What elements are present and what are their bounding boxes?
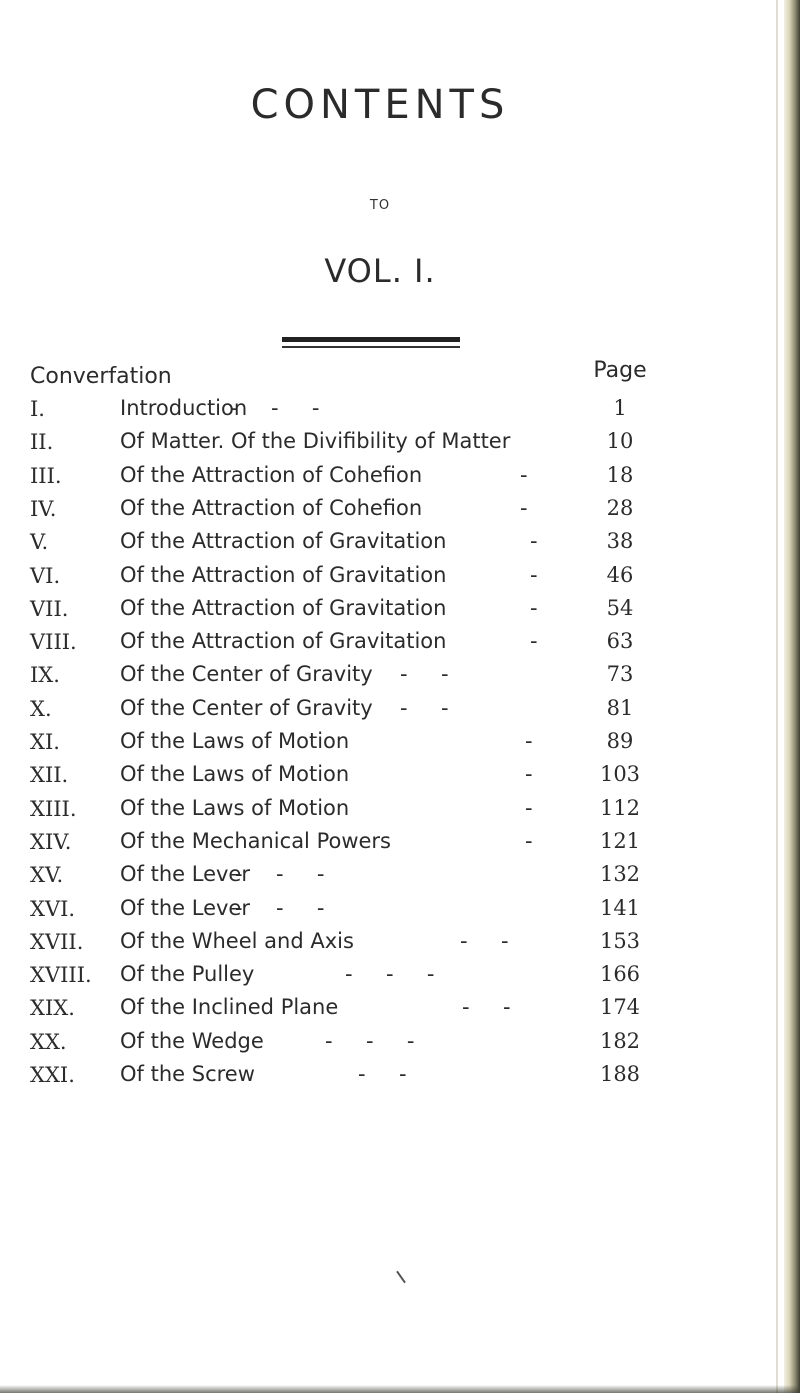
toc-row-page: 166: [599, 962, 641, 987]
toc-row-page: 188: [599, 1062, 641, 1086]
toc-row-leader: - - -: [325, 1028, 415, 1053]
toc-row-number: XI.: [30, 730, 60, 754]
toc-row-title: Of the Center of Gravity: [120, 695, 373, 720]
toc-row-number: IX.: [30, 663, 60, 688]
ornamental-rule-thin: [282, 346, 460, 348]
toc-row-leader: -: [525, 828, 533, 853]
toc-row-page: 38: [606, 529, 634, 554]
toc-row-leader: -: [530, 629, 538, 654]
toc-row: [0, 493, 760, 527]
toc-row-page: 174: [599, 995, 641, 1020]
toc-row-leader: -: [520, 462, 528, 487]
toc-row-title: Of the Mechanical Powers: [120, 828, 392, 853]
toc-row: [0, 992, 760, 1026]
toc-row-number: XX.: [30, 1029, 67, 1054]
toc-row-page: 132: [599, 862, 641, 887]
toc-row: [0, 626, 760, 660]
toc-row: [0, 926, 760, 960]
toc-row-leader: -: [525, 795, 533, 820]
toc-row-page: 153: [599, 928, 641, 953]
toc-row: [0, 426, 760, 460]
toc-row: [0, 693, 760, 727]
toc-row: [0, 460, 760, 494]
toc-row: [0, 659, 760, 693]
toc-row-page: 10: [606, 429, 634, 454]
toc-row: [0, 826, 760, 860]
toc-row: [0, 759, 760, 793]
toc-row-number: XIX.: [30, 996, 75, 1021]
toc-row-title: Of the Attraction of Gravitation: [120, 629, 447, 654]
toc-row-leader: -: [525, 729, 533, 753]
toc-row-leader: - -: [460, 928, 509, 953]
toc-row-number: XVII.: [30, 929, 84, 954]
toc-row-page: 112: [599, 795, 641, 820]
toc-row-title: Of the Attraction of Cohefion: [120, 462, 423, 487]
toc-row-title: Introduction: [120, 396, 248, 420]
toc-row-title: Of the Attraction of Gravitation: [120, 529, 447, 554]
toc-row-number: XVI.: [30, 896, 76, 921]
toc-row-number: VIII.: [30, 630, 77, 655]
page-bottom-shadow: [0, 1385, 800, 1393]
toc-row: [0, 893, 760, 927]
stray-mark: [396, 1271, 406, 1284]
toc-row-number: XXI.: [30, 1063, 75, 1087]
toc-row-leader: -: [530, 562, 538, 587]
ornamental-rule-thick: [282, 337, 460, 342]
toc-row: [0, 859, 760, 893]
toc-row-number: XIV.: [30, 829, 72, 854]
toc-row-number: XII.: [30, 763, 69, 788]
toc-row-page: 81: [606, 695, 634, 720]
toc-row-title: Of the Attraction of Gravitation: [120, 595, 447, 620]
toc-row: [0, 526, 760, 560]
toc-row-leader: - - -: [230, 396, 320, 420]
toc-row-number: II.: [30, 430, 54, 455]
toc-row-page: 63: [606, 629, 634, 654]
toc-row-title: Of the Laws of Motion: [120, 795, 350, 820]
toc-row-title: Of the Screw: [120, 1062, 255, 1086]
toc-row-leader: - - -: [235, 862, 325, 887]
toc-row: [0, 793, 760, 827]
toc-row-leader: - - -: [345, 962, 435, 987]
page-edge: [784, 0, 800, 1393]
toc-row: [0, 393, 760, 427]
toc-row-title: Of the Wheel and Axis: [120, 928, 354, 953]
toc-row-title: Of the Attraction of Cohefion: [120, 495, 423, 520]
page-title: CONTENTS: [250, 82, 510, 128]
toc-row-number: VII.: [30, 596, 69, 621]
toc-row-leader: -: [520, 495, 528, 520]
toc-row-page: 121: [599, 828, 641, 853]
toc-row-title: Of the Lever: [120, 895, 250, 920]
toc-row-page: 141: [599, 895, 641, 920]
toc-row-number: V.: [30, 530, 49, 555]
volume-label: VOL. I.: [324, 252, 436, 290]
toc-row-number: III.: [30, 463, 62, 488]
toc-row-title: Of the Laws of Motion: [120, 762, 350, 787]
toc-row-page: 182: [599, 1028, 641, 1053]
toc-row-page: 73: [606, 662, 634, 687]
toc-row-page: 46: [606, 562, 634, 587]
toc-row: [0, 726, 760, 760]
toc-row-leader: -: [530, 529, 538, 554]
toc-row-title: Of the Inclined Plane: [120, 995, 339, 1020]
toc-row: [0, 1059, 760, 1093]
page-edge-line: [776, 0, 778, 1393]
toc-row-title: Of Matter. Of the Divifibility of Matter: [120, 429, 511, 454]
toc-row-page: 54: [606, 595, 634, 620]
toc-row-page: 1: [613, 396, 627, 420]
toc-row-leader: - -: [462, 995, 511, 1020]
toc-row-title: Of the Lever: [120, 862, 250, 887]
toc-row-title: Of the Center of Gravity: [120, 662, 373, 687]
toc-row-leader: -: [525, 762, 533, 787]
toc-row-leader: - - -: [235, 895, 325, 920]
toc-row: [0, 593, 760, 627]
column-header-conversation: Converfation: [30, 364, 172, 389]
toc-row-number: VI.: [30, 563, 61, 588]
toc-row-title: Of the Attraction of Gravitation: [120, 562, 447, 587]
toc-row-leader: -: [530, 595, 538, 620]
column-header-page: Page: [593, 358, 647, 383]
toc-row-page: 18: [606, 462, 634, 487]
to-label: TO: [369, 198, 391, 213]
toc-row-page: 103: [599, 762, 641, 787]
toc-row-page: 28: [606, 495, 634, 520]
toc-row-leader: - -: [358, 1062, 407, 1086]
toc-row-leader: - -: [400, 695, 449, 720]
toc-row-number: IV.: [30, 496, 57, 521]
toc-row-number: XIII.: [30, 796, 77, 821]
toc-row-title: Of the Wedge: [120, 1028, 264, 1053]
toc-row-page: 89: [606, 729, 634, 753]
toc-row-number: I.: [30, 397, 45, 421]
toc-row-number: XV.: [30, 863, 64, 888]
toc-row: [0, 560, 760, 594]
toc-row-title: Of the Pulley: [120, 962, 255, 987]
toc-row-number: X.: [30, 696, 52, 721]
toc-row: [0, 1026, 760, 1060]
toc-row-leader: - -: [400, 662, 449, 687]
toc-row: [0, 959, 760, 993]
toc-row-title: Of the Laws of Motion: [120, 729, 350, 753]
toc-row-number: XVIII.: [30, 963, 92, 988]
